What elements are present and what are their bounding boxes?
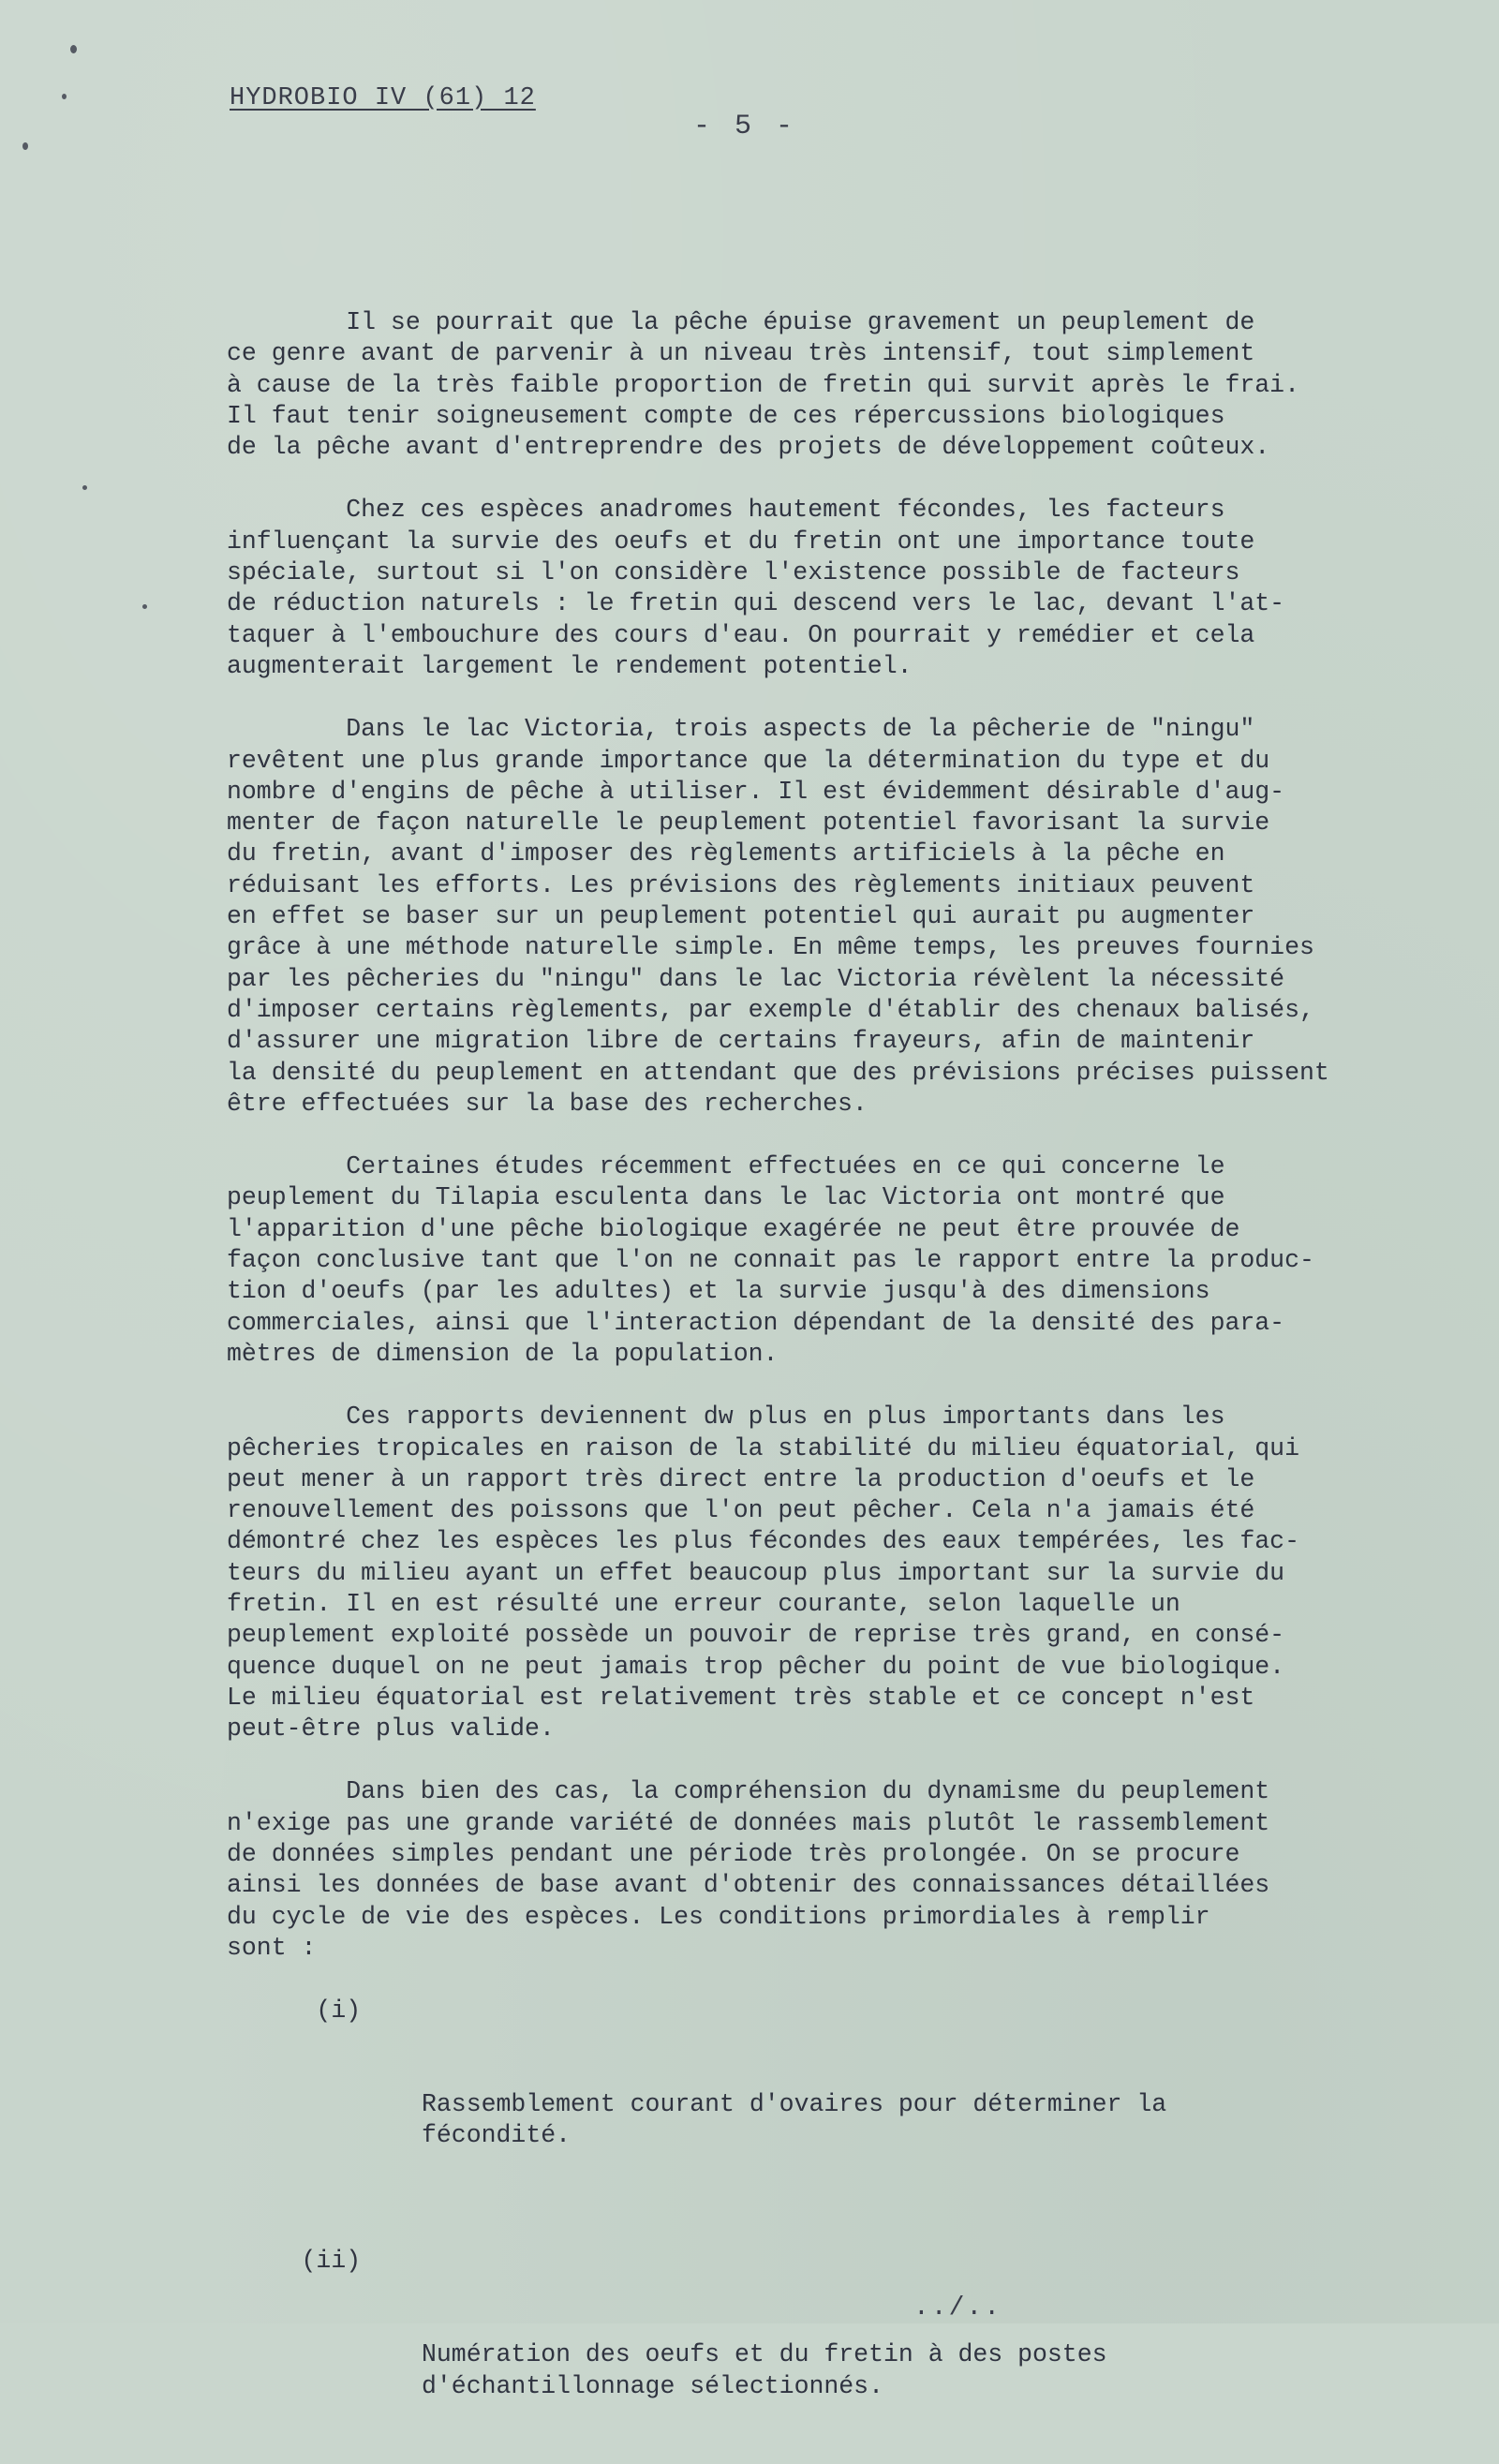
continuation-mark: ../.. — [913, 2293, 1002, 2323]
text-line: Chez ces espèces anadromes hautement fécondes, les facteurs — [227, 496, 1225, 525]
text-line: d'assurer une migration libre de certains frayeurs, afin de maintenir — [227, 1027, 1255, 1056]
text-line: renouvellement des poissons que l'on peut pêcher. Cela n'a jamais été — [227, 1496, 1255, 1525]
text-line: démontré chez les espèces les plus fécondes des eaux tempérées, les fac- — [227, 1527, 1299, 1556]
text-line: d'imposer certains règlements, par exemple d'établir des chenaux balisés, — [227, 995, 1314, 1024]
text-line: peut mener à un rapport très direct entre la production d'oeufs et le — [227, 1464, 1255, 1493]
page-number: - 5 - — [693, 111, 797, 142]
text-line: taquer à l'embouchure des cours d'eau. On pourrait y remédier et cela — [227, 620, 1255, 649]
list-item-number: (ii) — [227, 2247, 362, 2276]
text-line: revêtent une plus grande importance que la détermination du type et du — [227, 746, 1270, 775]
text-line: de réduction naturels : le fretin qui descend vers le lac, devant l'at- — [227, 589, 1285, 618]
text-line: du fretin, avant d'imposer des règlements artificiels à la pêche en — [227, 839, 1225, 868]
text-line: Dans bien des cas, la compréhension du dynamisme du peuplement — [227, 1777, 1270, 1806]
text-line: de données simples pendant une période très prolongée. On se procure — [227, 1840, 1240, 1869]
text-line: fécondité. — [422, 2121, 571, 2150]
paragraph-3 — [227, 714, 1388, 1120]
text-line: Numération des oeufs et du fretin à des postes — [422, 2340, 1107, 2369]
text-line: Le milieu équatorial est relativement très stable et ce concept n'est — [227, 1683, 1255, 1712]
text-line: grâce à une méthode naturelle simple. En même temps, les preuves fournies — [227, 933, 1314, 962]
text-line: du cycle de vie des espèces. Les conditions primordiales à remplir — [227, 1902, 1210, 1931]
paragraph-1 — [227, 307, 1388, 463]
paragraph-5 — [227, 1402, 1388, 1744]
paper-speck — [62, 94, 67, 99]
list-item-number: (i) — [227, 1996, 362, 2026]
text-line: Il se pourrait que la pêche épuise gravement un peuplement de — [227, 308, 1255, 336]
text-line: l'apparition d'une pêche biologique exagérée ne peut être prouvée de — [227, 1214, 1240, 1243]
text-line: n'exige pas une grande variété de données mais plutôt le rassemblement — [227, 1808, 1270, 1837]
text-line: peut-être plus valide. — [227, 1714, 555, 1744]
text-line: mètres de dimension de la population. — [227, 1339, 779, 1368]
text-line: peuplement exploité possède un pouvoir de reprise très grand, en consé- — [227, 1621, 1285, 1650]
paper-speck — [142, 604, 147, 609]
text-line: nombre d'engins de pêche à utiliser. Il est évidemment désirable d'aug- — [227, 777, 1285, 806]
list-item-i — [227, 1996, 1388, 2214]
text-line: sont : — [227, 1933, 317, 1962]
paper-speck — [82, 485, 87, 490]
text-line: quence duquel on ne peut jamais trop pêcher du point de vue biologique. — [227, 1652, 1285, 1681]
text-line: d'échantillonnage sélectionnés. — [422, 2371, 883, 2400]
list-item-text — [422, 2089, 1388, 2152]
text-line: à cause de la très faible proportion de fretin qui survit après le frai. — [227, 370, 1299, 399]
text-line: la densité du peuplement en attendant que des prévisions précises puissent — [227, 1058, 1329, 1087]
text-line: fretin. Il en est résulté une erreur courante, selon laquelle un — [227, 1589, 1180, 1618]
paragraph-2 — [227, 495, 1388, 682]
text-line: réduisant les efforts. Les prévisions des règlements initiaux peuvent — [227, 870, 1255, 899]
text-line: façon conclusive tant que l'on ne connait pas le rapport entre la produc- — [227, 1246, 1314, 1275]
text-line: être effectuées sur la base des recherches. — [227, 1089, 868, 1118]
text-line: pêcheries tropicales en raison de la stabilité du milieu équatorial, qui — [227, 1433, 1299, 1462]
text-line: Rassemblement courant d'ovaires pour déterminer la — [422, 2090, 1167, 2119]
text-line: par les pêcheries du "ningu" dans le lac Victoria révèlent la nécessité — [227, 964, 1285, 993]
paper-speck — [22, 142, 28, 150]
text-line: augmenterait largement le rendement potentiel. — [227, 651, 913, 680]
text-line: Il faut tenir soigneusement compte de ces répercussions biologiques — [227, 401, 1225, 430]
text-line: Dans le lac Victoria, trois aspects de la pêcherie de "ningu" — [227, 715, 1255, 744]
text-line: Certaines études récemment effectuées en ce qui concerne le — [227, 1152, 1225, 1181]
document-reference: HYDROBIO IV (61) 12 — [230, 84, 536, 112]
paper-speck — [70, 45, 77, 53]
paragraph-4 — [227, 1151, 1388, 1370]
text-line: influençant la survie des oeufs et du fretin ont une importance toute — [227, 527, 1255, 556]
text-line: peuplement du Tilapia esculenta dans le lac Victoria ont montré que — [227, 1183, 1225, 1212]
list-item-ii — [227, 2246, 1388, 2464]
text-line: tion d'oeufs (par les adultes) et la survie jusqu'à des dimensions — [227, 1277, 1210, 1306]
document-body — [227, 307, 1388, 2464]
text-line: ainsi les données de base avant d'obtenir des connaissances détaillées — [227, 1871, 1270, 1900]
list-item-text — [422, 2339, 1388, 2402]
text-line: Ces rapports deviennent dw plus en plus importants dans les — [227, 1403, 1225, 1432]
paragraph-6 — [227, 1776, 1388, 1964]
text-line: spéciale, surtout si l'on considère l'existence possible de facteurs — [227, 558, 1240, 587]
text-line: commerciales, ainsi que l'interaction dépendant de la densité des para- — [227, 1308, 1285, 1337]
text-line: teurs du milieu ayant un effet beaucoup plus important sur la survie du — [227, 1558, 1285, 1587]
text-line: menter de façon naturelle le peuplement potentiel favorisant la survie — [227, 809, 1270, 838]
text-line: en effet se baser sur un peuplement potentiel qui aurait pu augmenter — [227, 902, 1255, 931]
text-line: de la pêche avant d'entreprendre des projets de développement coûteux. — [227, 433, 1270, 462]
text-line: ce genre avant de parvenir à un niveau très intensif, tout simplement — [227, 339, 1255, 368]
